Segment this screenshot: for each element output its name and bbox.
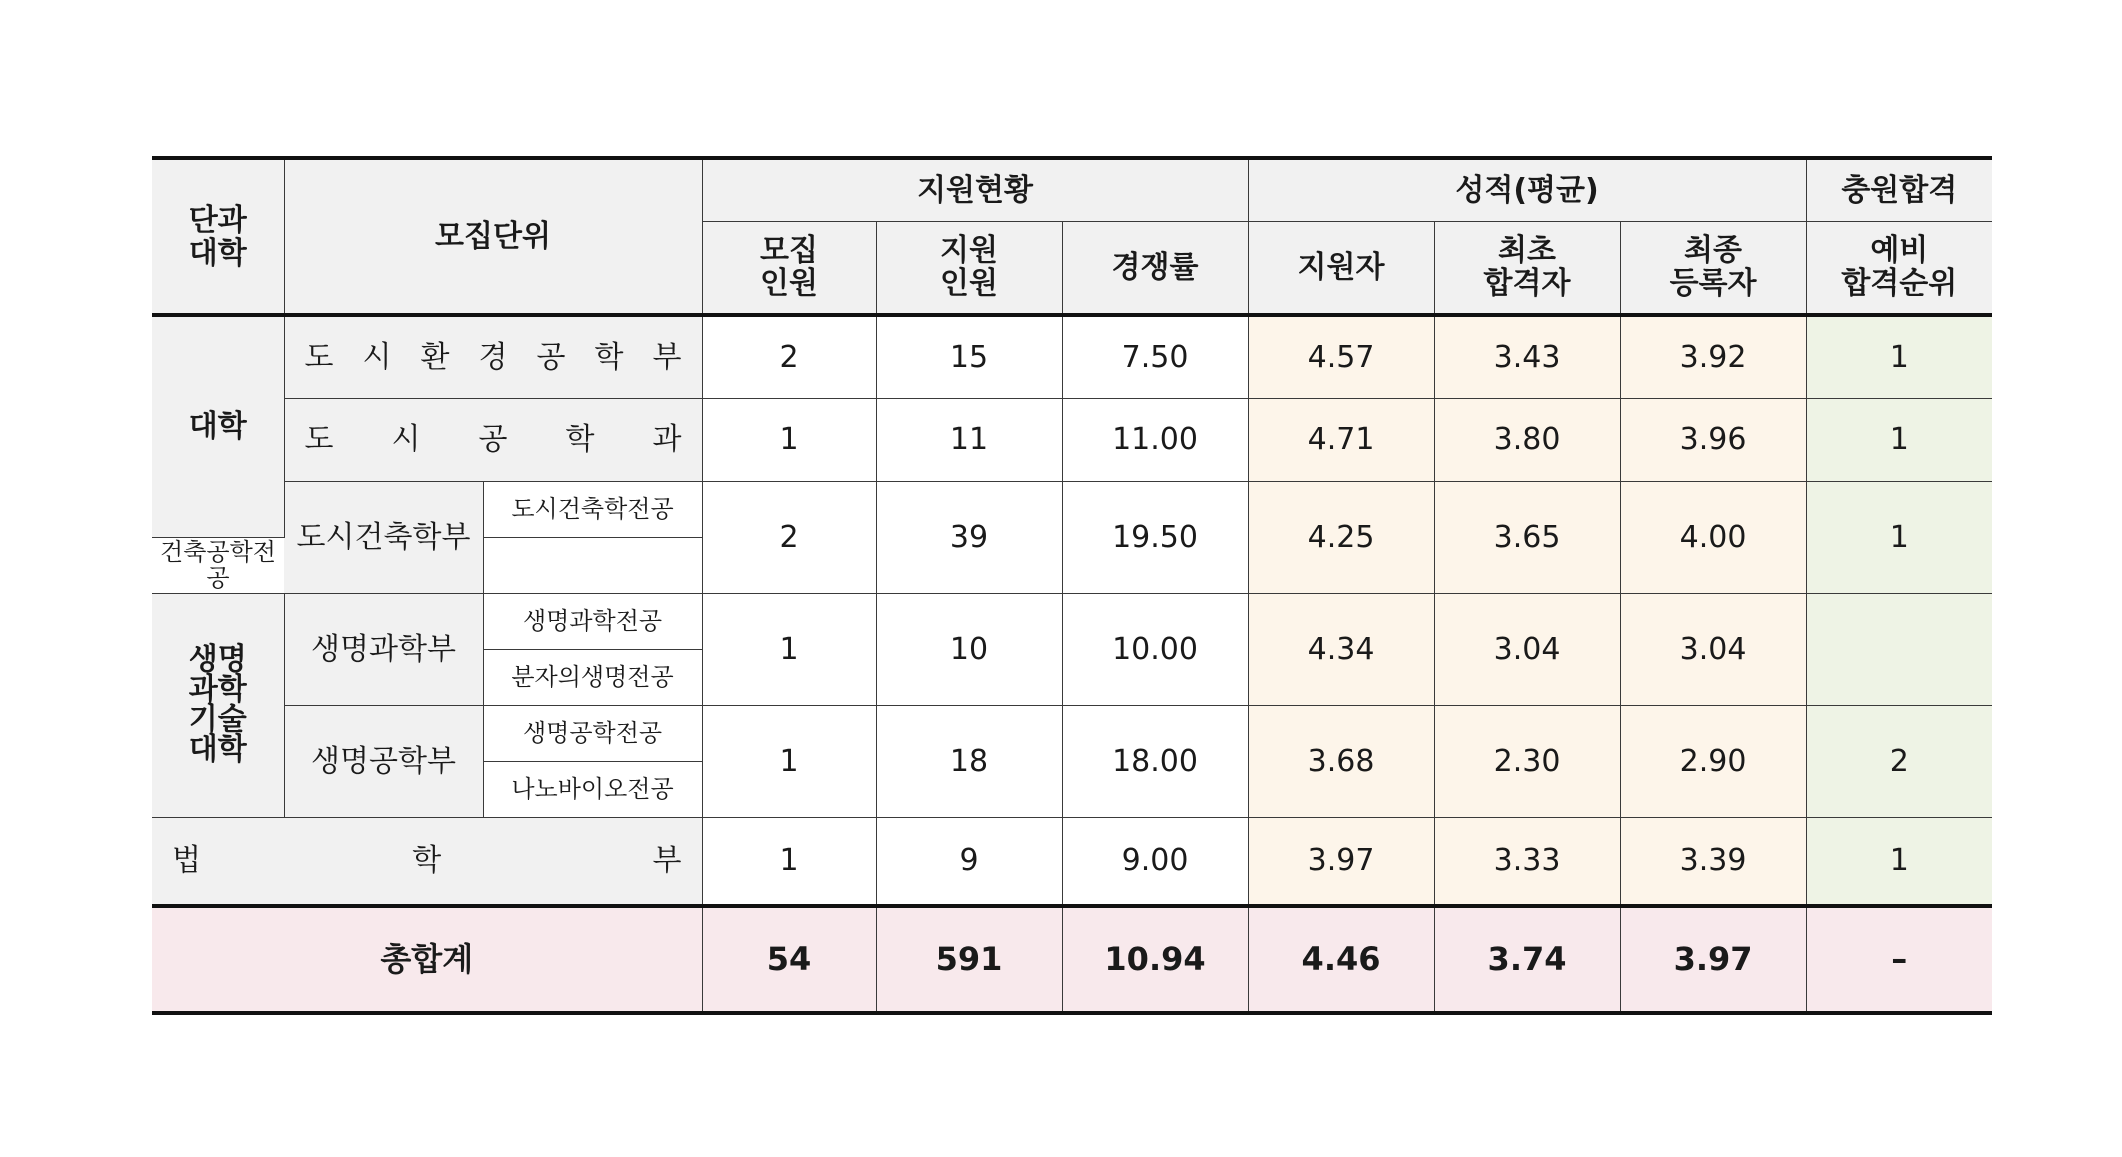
college-cell: 생명 과학 기술 대학 (152, 593, 284, 817)
quota-cell: 2 (702, 481, 876, 593)
unit-char: 법 (172, 843, 201, 879)
unit-char: 학 (412, 843, 442, 879)
table-row (152, 593, 1992, 649)
quota-cell: 1 (702, 705, 876, 817)
total-applicants: 591 (876, 906, 1062, 1013)
grade-final-cell: 4.00 (1620, 481, 1806, 593)
total-grade-initial: 3.74 (1434, 906, 1620, 1013)
applicants-cell: 18 (876, 705, 1062, 817)
applicants-cell: 39 (876, 481, 1062, 593)
header-applicants: 지원 인원 (876, 221, 1062, 315)
unit-cell (152, 817, 702, 906)
grade-final-cell: 3.96 (1620, 398, 1806, 481)
quota-cell: 1 (702, 593, 876, 705)
grade-initial-cell: 3.33 (1434, 817, 1620, 906)
admission-results-table (152, 156, 1992, 1015)
ratio-cell: 19.50 (1062, 481, 1248, 593)
ratio-cell: 7.50 (1062, 315, 1248, 398)
unit-cell (284, 398, 702, 481)
rank-cell: 1 (1806, 398, 1992, 481)
grade-final-cell: 3.04 (1620, 593, 1806, 705)
ratio-cell: 10.00 (1062, 593, 1248, 705)
header-college: 단과 대학 (152, 158, 284, 315)
major-cell: 생명과학전공 (483, 593, 702, 649)
unit-char: 공 (478, 422, 508, 457)
grade-applicants-cell: 4.34 (1248, 593, 1434, 705)
unit-char: 도 (304, 422, 334, 457)
header-quota: 모집 인원 (702, 221, 876, 315)
header-grade-initial: 최초 합격자 (1434, 221, 1620, 315)
grade-final-cell: 2.90 (1620, 705, 1806, 817)
major-cell: 건축공학전공 (152, 537, 284, 593)
header-ratio: 경쟁률 (1062, 221, 1248, 315)
unit-char: 공 (536, 339, 566, 375)
grade-initial-cell: 3.65 (1434, 481, 1620, 593)
quota-cell: 1 (702, 398, 876, 481)
unit-char: 도 (304, 339, 334, 375)
unit-char: 학 (565, 422, 595, 457)
unit-char: 부 (652, 843, 682, 879)
total-ratio: 10.94 (1062, 906, 1248, 1013)
grade-initial-cell: 3.80 (1434, 398, 1620, 481)
grade-applicants-cell: 3.97 (1248, 817, 1434, 906)
table-row (152, 398, 1992, 481)
table-row (152, 705, 1992, 761)
grade-applicants-cell: 4.71 (1248, 398, 1434, 481)
unit-char: 시 (362, 339, 392, 375)
major-cell: 분자의생명전공 (483, 649, 702, 705)
unit-cell: 생명공학부 (284, 705, 483, 817)
header-application-group: 지원현황 (702, 158, 1248, 221)
grade-applicants-cell: 4.25 (1248, 481, 1434, 593)
table-row (152, 481, 1992, 537)
grade-initial-cell: 2.30 (1434, 705, 1620, 817)
major-cell: 도시건축학전공 (483, 481, 702, 537)
unit-spaced-label (285, 423, 702, 456)
unit-cell (284, 315, 702, 398)
header-rank: 예비 합격순위 (1806, 221, 1992, 315)
major-cell: 나노바이오전공 (483, 761, 702, 817)
admission-table-container (152, 156, 1992, 1015)
unit-cell: 도시건축학부 (284, 481, 483, 593)
total-grade-final: 3.97 (1620, 906, 1806, 1013)
ratio-cell: 18.00 (1062, 705, 1248, 817)
unit-spaced-label (285, 341, 702, 374)
unit-char: 환 (420, 339, 450, 375)
major-cell: 생명공학전공 (483, 705, 702, 761)
header-grade-applicants: 지원자 (1248, 221, 1434, 315)
applicants-cell: 9 (876, 817, 1062, 906)
total-quota: 54 (702, 906, 876, 1013)
applicants-cell: 11 (876, 398, 1062, 481)
unit-char: 과 (652, 422, 682, 457)
unit-char: 학 (594, 339, 624, 375)
rank-cell: 1 (1806, 817, 1992, 906)
unit-cell: 생명과학부 (284, 593, 483, 705)
total-grade-applicants: 4.46 (1248, 906, 1434, 1013)
table-row (152, 817, 1992, 906)
total-rank: – (1806, 906, 1992, 1013)
total-label: 총합계 (152, 906, 702, 1013)
header-grade-group: 성적(평균) (1248, 158, 1806, 221)
college-cell: 대학 (152, 315, 284, 537)
grade-initial-cell: 3.04 (1434, 593, 1620, 705)
ratio-cell: 9.00 (1062, 817, 1248, 906)
unit-char: 시 (391, 422, 421, 457)
grade-applicants-cell: 3.68 (1248, 705, 1434, 817)
applicants-cell: 15 (876, 315, 1062, 398)
grade-applicants-cell: 4.57 (1248, 315, 1434, 398)
unit-spaced-label (152, 844, 702, 877)
grade-final-cell: 3.92 (1620, 315, 1806, 398)
header-grade-final: 최종 등록자 (1620, 221, 1806, 315)
rank-cell (1806, 593, 1992, 705)
rank-cell: 1 (1806, 481, 1992, 593)
rank-cell: 2 (1806, 705, 1992, 817)
table-row (152, 315, 1992, 398)
total-row (152, 906, 1992, 1013)
applicants-cell: 10 (876, 593, 1062, 705)
unit-char: 부 (652, 339, 682, 375)
quota-cell: 2 (702, 315, 876, 398)
grade-initial-cell: 3.43 (1434, 315, 1620, 398)
unit-char: 경 (478, 339, 508, 375)
rank-cell: 1 (1806, 315, 1992, 398)
header-unit: 모집단위 (284, 158, 702, 315)
ratio-cell: 11.00 (1062, 398, 1248, 481)
grade-final-cell: 3.39 (1620, 817, 1806, 906)
quota-cell: 1 (702, 817, 876, 906)
header-extra-group: 충원합격 (1806, 158, 1992, 221)
